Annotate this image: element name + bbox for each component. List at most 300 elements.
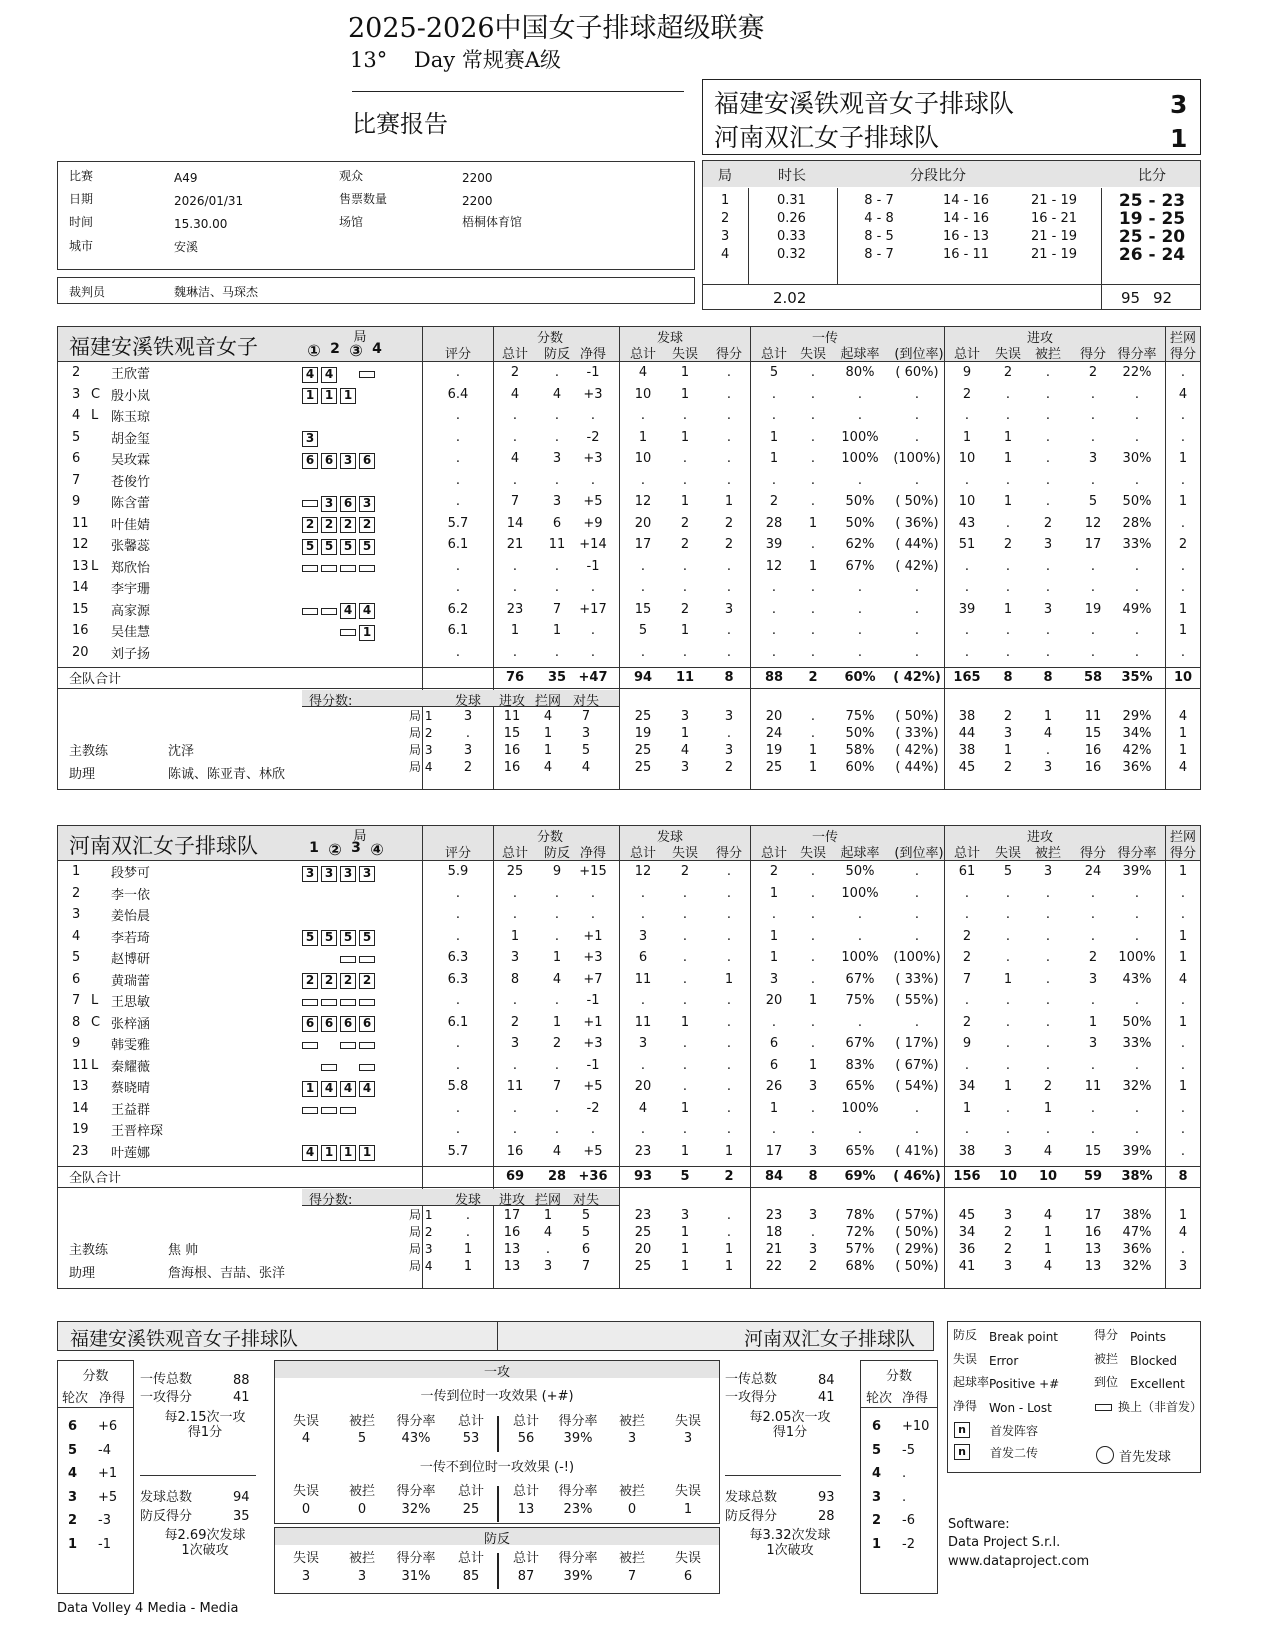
player-name: 王益群 [111, 1102, 151, 1118]
player-stat-rpos: . [857, 928, 863, 944]
player-stat-ab: 3 [1043, 537, 1053, 552]
player-stat-ap: 3 [1088, 451, 1098, 466]
player-stat-re: 1 [808, 558, 818, 574]
set-row-ap: 13 [1084, 1259, 1102, 1274]
player-number: 16 [72, 623, 89, 638]
player-stat-re: . [810, 907, 816, 922]
player-stat-rt: 3 [769, 971, 779, 987]
player-stat-ae: . [1005, 515, 1011, 531]
player-stat-vote: . [455, 644, 461, 660]
player-stat-rexc: ( 17%) [895, 1036, 939, 1051]
set-row-ap: 15 [1084, 726, 1102, 741]
player-number: 9 [72, 494, 81, 509]
player-stat-re: 1 [808, 515, 818, 531]
player-stat-rexc: . [914, 472, 920, 488]
player-stat-rexc: ( 50%) [895, 494, 939, 509]
player-stat-sp: 2 [724, 515, 734, 531]
perfect-title: 一传到位时一攻效果 (+#) [420, 1389, 574, 1404]
player-set-positions [302, 472, 378, 491]
counter-header-right: 失误 [674, 1551, 701, 1566]
player-stat-pt: 4 [510, 451, 520, 466]
set-row-att: 16 [503, 760, 521, 775]
away-col-att-blk: 被拦 [1034, 846, 1061, 861]
starting-position-box: 5 [302, 539, 318, 555]
player-name: 吴玫霖 [111, 453, 151, 468]
set-row-rpos: 58% [845, 743, 875, 758]
set-row-label: 局 2 [409, 726, 433, 740]
player-stat-rt: 12 [765, 558, 783, 574]
set-row-sp: . [726, 726, 732, 741]
sets-total-away: 92 [1153, 289, 1173, 307]
legend-cn: 防反 [953, 1328, 978, 1342]
player-stat-se: . [682, 580, 688, 595]
legend-cn: 失误 [953, 1352, 978, 1366]
set-row-rpos: 72% [845, 1225, 875, 1240]
player-stat-sp: . [726, 885, 732, 901]
set-row-att: 16 [503, 743, 521, 758]
home-total-net: +47 [578, 670, 608, 685]
player-stat-re: . [810, 1122, 816, 1137]
player-stat-bp: 3 [552, 494, 562, 509]
starting-position-box: 3 [340, 453, 356, 469]
imperfect-header-right: 失误 [674, 1484, 701, 1499]
player-name: 叶佳婧 [111, 517, 151, 533]
player-name: 张梓涵 [111, 1016, 151, 1032]
player-stat-rexc: . [914, 601, 920, 617]
away-coach-label: 主教练 [69, 1243, 109, 1258]
player-stat-apct: . [1134, 644, 1140, 660]
home-bp-pts-label: 防反得分 [140, 1509, 193, 1524]
set-row-att: 15 [503, 726, 521, 741]
sets-vline-1 [748, 188, 749, 284]
set-position-empty [340, 913, 356, 920]
imperfect-center-divider [497, 1486, 499, 1522]
away-col-block-pts: 得分 [1169, 846, 1196, 861]
player-stat-sp: . [726, 472, 732, 488]
set-row-st: 25 [634, 760, 652, 775]
player-stat-rpos: . [857, 386, 863, 402]
player-stat-at: . [964, 993, 970, 1008]
set-row-rt: 21 [765, 1242, 783, 1257]
sets-col-set: 局 [718, 168, 732, 184]
home-total-rpos: 60% [844, 670, 876, 685]
player-stat-st: . [640, 907, 646, 922]
starting-position-box: 5 [321, 539, 337, 555]
home-total-bp: 35 [547, 670, 567, 685]
player-name: 韩雯雅 [111, 1038, 151, 1053]
home-col-set: 局 [353, 330, 367, 345]
player-stat-rpos: 100% [841, 451, 879, 466]
set-row-at: 38 [958, 709, 976, 724]
player-stat-ab: . [1045, 386, 1051, 402]
starting-position-box: 2 [359, 973, 375, 989]
home-serve-total: 94 [233, 1490, 250, 1505]
player-stat-bp: 1 [552, 950, 562, 965]
player-stat-at: 9 [962, 365, 972, 380]
counter-value-right: 39% [563, 1569, 593, 1584]
set-row-st: 25 [634, 709, 652, 724]
sets-row-duration: 0.31 [777, 193, 806, 208]
player-stat-at: 9 [962, 1036, 972, 1051]
set-position-empty [359, 393, 375, 400]
player-set-positions [302, 1057, 378, 1076]
perfect-header-right: 得分率 [558, 1414, 598, 1429]
player-stat-at: 43 [958, 515, 976, 531]
set-row-att: 13 [503, 1242, 521, 1257]
player-stat-st: 6 [638, 950, 648, 965]
set-row-sp: 2 [724, 760, 734, 775]
player-stat-apct: 22% [1122, 365, 1152, 380]
player-stat-at: . [964, 558, 970, 574]
away-col-rec-group: 一传 [811, 830, 838, 845]
spectators-value: 2200 [462, 171, 493, 185]
away-col-points-total: 总计 [501, 846, 528, 861]
player-stat-st: 4 [638, 365, 648, 380]
set-row-ab: 1 [1043, 1225, 1053, 1240]
player-stat-re: . [810, 537, 816, 552]
player-stat-ae: . [1005, 580, 1011, 595]
set-row-label: 局 1 [409, 709, 433, 723]
set-row-st: 23 [634, 1208, 652, 1223]
set-row-att: 17 [503, 1208, 521, 1223]
set-row-serve: . [465, 1225, 471, 1240]
set-position-empty [321, 956, 337, 963]
player-number: 12 [72, 537, 89, 552]
away-col-serve-err: 失误 [671, 846, 698, 861]
player-stat-apct: . [1134, 623, 1140, 638]
home-assistant-label: 助理 [69, 767, 96, 782]
player-stat-bp: . [554, 993, 560, 1008]
rotation-net: +1 [98, 1466, 118, 1481]
sets-row-p1: 4 - 8 [864, 211, 894, 226]
rotation-net: +10 [902, 1419, 930, 1434]
player-stat-pt: 4 [510, 386, 520, 402]
player-number: 5 [72, 950, 81, 965]
sets-row-set: 2 [721, 211, 730, 226]
set-row-sp: 1 [724, 1242, 734, 1257]
home-col-block-pts: 得分 [1169, 347, 1196, 362]
set-row-ap: 16 [1084, 743, 1102, 758]
player-stat-vote: . [455, 429, 461, 445]
player-stat-st: 11 [634, 1014, 652, 1030]
rotation-number: 2 [872, 1513, 882, 1528]
sets-row-score: 26 - 24 [1118, 245, 1186, 265]
match-code: A49 [174, 171, 198, 185]
player-stat-sp: . [726, 928, 732, 944]
sets-row-p3: 21 - 19 [1030, 193, 1078, 208]
player-stat-vote: . [455, 1100, 461, 1116]
player-stat-vote: . [455, 885, 461, 901]
player-stat-pt: 1 [510, 623, 520, 638]
player-stat-apct: . [1134, 928, 1140, 944]
starting-position-box: 1 [359, 1145, 375, 1161]
starting-position-box: 1 [321, 1145, 337, 1161]
player-stat-st: 3 [638, 1036, 648, 1051]
player-stat-rt: 1 [769, 950, 779, 965]
player-stat-bk: 1 [1178, 1079, 1188, 1094]
player-stat-st: . [640, 885, 646, 901]
player-set-positions [302, 622, 378, 641]
player-stat-ap: 3 [1088, 971, 1098, 987]
player-stat-rt: 26 [765, 1079, 783, 1094]
imperfect-value-right: 0 [627, 1502, 637, 1517]
away-scoring-label: 得分数: [309, 1193, 353, 1208]
player-name: 张馨蕊 [111, 539, 151, 554]
player-stat-bp: . [554, 1122, 560, 1137]
player-stat-sp: . [726, 864, 732, 879]
player-stat-rexc: (100%) [893, 451, 941, 466]
home-rotation-divider [58, 1407, 133, 1408]
player-set-positions [302, 407, 378, 426]
home-col-serve-group: 发球 [656, 331, 683, 346]
player-stat-sp: . [726, 644, 732, 660]
starting-position-box: 6 [302, 453, 318, 469]
legend-cn: 净得 [953, 1399, 978, 1413]
player-stat-bk: . [1180, 515, 1186, 531]
second-setter-marker: n [954, 1444, 970, 1460]
home-col-rec-total: 总计 [760, 347, 787, 362]
set-row-apct: 42% [1122, 743, 1152, 758]
set-row-se: 1 [680, 1259, 690, 1274]
player-stat-se: 2 [680, 537, 690, 552]
player-stat-re: . [810, 1014, 816, 1030]
imperfect-value-right: 23% [563, 1502, 593, 1517]
home-total-se: 11 [675, 670, 695, 685]
set-row-label: 局 2 [409, 1225, 433, 1239]
away-bp-pts-label: 防反得分 [725, 1509, 778, 1524]
imperfect-title: 一传不到位时一攻效果 (-!) [419, 1460, 575, 1475]
set-row-re: . [810, 726, 816, 741]
player-stat-net: . [590, 885, 596, 901]
player-stat-re: . [810, 494, 816, 509]
player-stat-apct: . [1134, 386, 1140, 402]
player-stat-rexc: ( 55%) [895, 993, 939, 1008]
player-stat-vote: 5.7 [447, 1143, 469, 1159]
player-stat-ae: . [1005, 907, 1011, 922]
home-col-serve-total: 总计 [629, 347, 656, 362]
legend-en: Won - Lost [989, 1401, 1052, 1415]
player-stat-rt: 17 [765, 1143, 783, 1159]
referee-box [57, 277, 695, 304]
player-stat-rexc: . [914, 429, 920, 445]
away-rotation-col-label: 轮次 [866, 1391, 893, 1406]
player-stat-bp: . [554, 907, 560, 922]
home-col-att-err: 失误 [994, 347, 1021, 362]
player-set-positions [302, 450, 378, 469]
player-stat-rpos: . [857, 644, 863, 660]
set-row-rexc: ( 42%) [895, 743, 939, 758]
summary-away-name: 河南双汇女子排球队 [744, 1328, 916, 1350]
player-stat-rpos: 100% [841, 429, 879, 445]
home-rec-total: 88 [233, 1373, 250, 1388]
player-stat-bk: . [1180, 408, 1186, 423]
sub-in-marker [1095, 1404, 1112, 1411]
software-url: www.dataproject.com [948, 1554, 1090, 1569]
counter-header-left: 总计 [457, 1551, 484, 1566]
away-coach-name: 焦 帅 [168, 1243, 199, 1258]
player-stat-ae: . [1005, 472, 1011, 488]
legend-en: Break point [989, 1330, 1059, 1344]
player-stat-st: 23 [634, 1143, 652, 1159]
player-stat-apct: . [1134, 472, 1140, 488]
player-stat-pt: . [512, 429, 518, 445]
player-stat-bp: 4 [552, 386, 562, 402]
substitute-marker [302, 999, 318, 1006]
player-stat-bk: . [1180, 1036, 1186, 1051]
player-stat-ae: . [1005, 885, 1011, 901]
player-stat-ae: . [1005, 1122, 1011, 1137]
city-label: 城市 [69, 239, 94, 253]
player-set-positions [302, 644, 378, 663]
away-bp-ratio: 每3.32次发球 1次破攻 [749, 1528, 831, 1558]
player-stat-rexc: ( 36%) [895, 515, 939, 531]
away-total-ap: 59 [1083, 1169, 1103, 1184]
player-number: 7 [72, 993, 81, 1008]
away-total-ae: 10 [998, 1169, 1018, 1184]
player-stat-sp: . [726, 429, 732, 445]
away-assistant-label: 助理 [69, 1266, 96, 1281]
set-position-empty [359, 913, 375, 920]
rotation-net: . [902, 1489, 907, 1505]
home-rotation-col-label: 轮次 [62, 1391, 89, 1406]
player-stat-re: . [810, 386, 816, 402]
starting-position-box: 2 [302, 517, 318, 533]
player-stat-at: 34 [958, 1079, 976, 1094]
set-row-apct: 29% [1122, 709, 1152, 724]
player-stat-ab: . [1045, 365, 1051, 380]
player-stat-bk: . [1180, 558, 1186, 574]
player-number: 19 [72, 1122, 89, 1137]
away-total-bp: 28 [547, 1169, 567, 1184]
home-total-st: 94 [633, 670, 653, 685]
result-home-sets: 3 [1170, 90, 1188, 119]
player-stat-bp: 9 [552, 864, 562, 879]
set-position-empty [302, 414, 318, 421]
player-stat-re: . [810, 950, 816, 965]
starting-position-box: 5 [359, 539, 375, 555]
starting-position-box: 1 [302, 388, 318, 404]
player-stat-pt: . [512, 558, 518, 574]
player-stat-rpos: 67% [845, 1036, 875, 1051]
player-stat-rpos: 67% [845, 971, 875, 987]
player-stat-ab: 3 [1043, 864, 1053, 879]
player-stat-rt: . [771, 472, 777, 488]
set-row-label: 局 4 [409, 1259, 433, 1273]
player-stat-re: . [810, 1036, 816, 1051]
away-col-points-group: 分数 [536, 830, 563, 845]
player-stat-se: 2 [680, 864, 690, 879]
perfect-header-left: 得分率 [396, 1414, 436, 1429]
player-stat-bk: 1 [1178, 1014, 1188, 1030]
home-sub-serve: 发球 [454, 694, 481, 709]
home-col-bp: 防反 [543, 347, 570, 362]
player-stat-ab: . [1045, 907, 1051, 922]
player-stat-rt: . [771, 1122, 777, 1137]
perfect-value-left: 43% [401, 1431, 431, 1446]
player-stat-ab: 4 [1043, 1143, 1053, 1159]
starting-position-box: 1 [359, 625, 375, 641]
player-stat-re: . [810, 1100, 816, 1116]
player-number: 14 [72, 1100, 89, 1116]
set-row-rexc: ( 50%) [895, 709, 939, 724]
set-row-re: . [810, 1225, 816, 1240]
player-stat-rexc: ( 67%) [895, 1057, 939, 1073]
set-row-ap: 13 [1084, 1242, 1102, 1257]
player-set-positions [302, 493, 378, 512]
starting-position-box: 6 [359, 1016, 375, 1032]
player-stat-ap: . [1090, 644, 1096, 660]
set-row-ae: 2 [1003, 709, 1013, 724]
player-stat-rt: . [771, 580, 777, 595]
player-stat-apct: 39% [1122, 1143, 1152, 1159]
player-stat-re: . [810, 451, 816, 466]
set-row-blk: . [545, 1242, 551, 1257]
home-set-mark: 2 [330, 341, 340, 357]
player-stat-ae: . [1005, 950, 1011, 965]
player-stat-net: -2 [586, 429, 600, 445]
set-row-se: 3 [680, 760, 690, 775]
player-stat-ap: . [1090, 1122, 1096, 1137]
player-stat-se: . [682, 558, 688, 574]
set-row-st: 25 [634, 1225, 652, 1240]
player-stat-re: 1 [808, 993, 818, 1008]
player-stat-rpos: . [857, 623, 863, 638]
player-stat-vote: 6.3 [447, 971, 469, 987]
player-stat-re: 3 [808, 1079, 818, 1094]
home-total-at: 165 [953, 670, 981, 685]
home-totals-top-line [58, 667, 1200, 668]
set-row-ae: 3 [1003, 1208, 1013, 1223]
starting-position-box: 3 [340, 866, 356, 882]
imperfect-header-left: 被拦 [348, 1484, 375, 1499]
set-row-serve: 1 [463, 1242, 473, 1257]
player-stat-sp: . [726, 1036, 732, 1051]
player-set-positions [302, 364, 378, 383]
player-stat-vote: 5.9 [447, 864, 469, 879]
player-stat-rexc: . [914, 907, 920, 922]
player-number: 9 [72, 1036, 81, 1051]
home-col-block-group: 拦网 [1169, 331, 1196, 346]
rotation-number: 4 [68, 1466, 78, 1481]
away-rotation-net-label: 净得 [902, 1391, 929, 1406]
set-row-st: 19 [634, 726, 652, 741]
away-total-at: 156 [953, 1169, 981, 1184]
counter-header-left: 得分率 [396, 1551, 436, 1566]
set-row-rt: 20 [765, 709, 783, 724]
player-stat-rt: 1 [769, 1100, 779, 1116]
imperfect-header-left: 失误 [292, 1484, 319, 1499]
away-col-att-pct: 得分率 [1117, 846, 1157, 861]
venue-label: 场馆 [339, 215, 364, 229]
player-stat-sp: . [726, 1122, 732, 1137]
home-so-ratio: 每2.15次一攻 得1分 [164, 1410, 246, 1440]
player-stat-pt: 7 [510, 494, 520, 509]
set-row-at: 34 [958, 1225, 976, 1240]
home-rotation-points-label: 分数 [82, 1369, 109, 1384]
set-row-ab: 4 [1043, 1208, 1053, 1223]
player-set-positions [302, 949, 378, 968]
player-stat-ap: 24 [1084, 864, 1102, 879]
set-position-empty [359, 1128, 375, 1135]
player-set-positions [302, 1035, 378, 1054]
perfect-header-left: 被拦 [348, 1414, 375, 1429]
player-stat-st: 20 [634, 515, 652, 531]
perfect-header-right: 总计 [512, 1414, 539, 1429]
player-stat-net: +5 [583, 494, 603, 509]
time-label: 时间 [69, 215, 94, 229]
sets-row-duration: 0.26 [777, 211, 806, 226]
player-stat-apct: . [1134, 580, 1140, 595]
